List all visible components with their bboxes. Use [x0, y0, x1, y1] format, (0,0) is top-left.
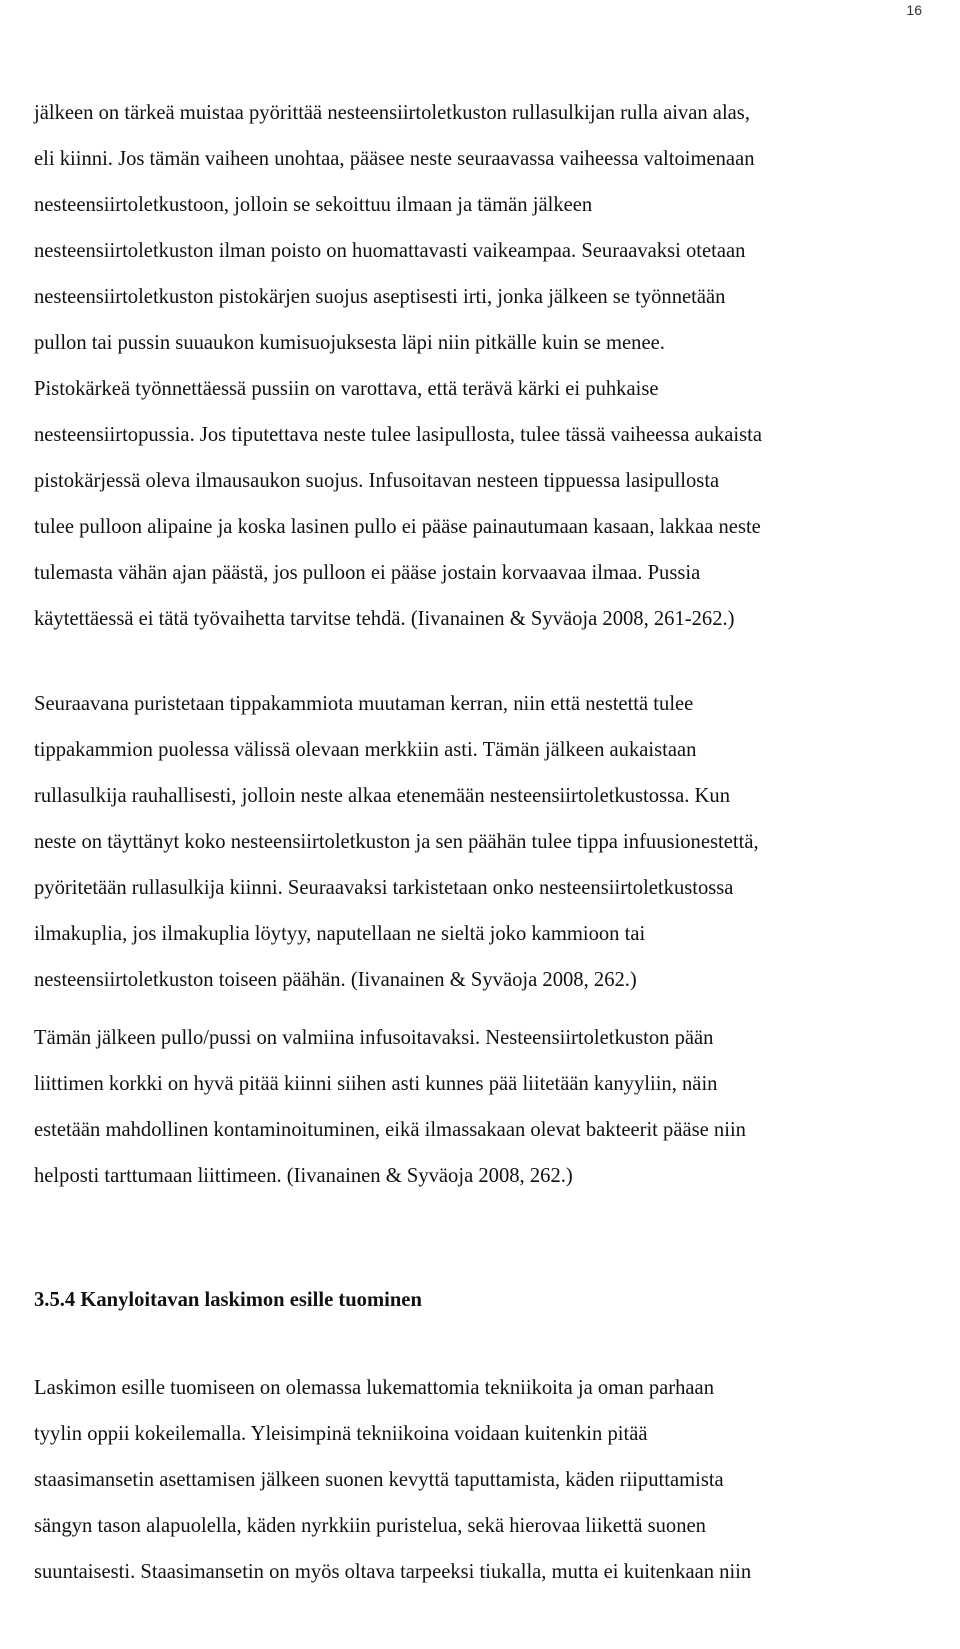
paragraph-2-line-2: tippakammion puolessa välissä olevaan merkkiin asti. Tämän jälkeen aukaistaan — [34, 739, 697, 761]
paragraph-4-line-4: sängyn tason alapuolella, käden nyrkkiin puristelua, sekä hierovaa liikettä suonen — [34, 1515, 706, 1537]
paragraph-2-line-4: neste on täyttänyt koko nesteensiirtoletkuston ja sen päähän tulee tippa infuusionestettä, — [34, 831, 759, 853]
paragraph-1-line-3: nesteensiirtoletkustoon, jolloin se sekoittuu ilmaan ja tämän jälkeen — [34, 194, 593, 216]
paragraph-2-line-6: ilmakuplia, jos ilmakuplia löytyy, naputellaan ne sieltä joko kammioon tai — [34, 923, 646, 945]
paragraph-1-line-2: eli kiinni. Jos tämän vaiheen unohtaa, pääsee neste seuraavassa vaiheessa valtoimenaan — [34, 148, 755, 170]
paragraph-2-line-3: rullasulkija rauhallisesti, jolloin neste alkaa etenemään nesteensiirtoletkustossa. Kun — [34, 785, 730, 807]
paragraph-1-line-9: pistokärjessä oleva ilmausaukon suojus. Infusoitavan nesteen tippuessa lasipullosta — [34, 470, 720, 492]
paragraph-3-line-2: liittimen korkki on hyvä pitää kiinni siihen asti kunnes pää liitetään kanyyliin, näin — [34, 1073, 718, 1095]
paragraph-1-line-10: tulee pulloon alipaine ja koska lasinen pullo ei pääse painautumaan kasaan, lakkaa neste — [34, 516, 761, 538]
paragraph-2-line-5: pyöritetään rullasulkija kiinni. Seuraavaksi tarkistetaan onko nesteensiirtoletkustossa — [34, 877, 734, 899]
section-heading: 3.5.4 Kanyloitavan laskimon esille tuominen — [34, 1289, 422, 1311]
paragraph-2-line-1: Seuraavana puristetaan tippakammiota muutaman kerran, niin että nestettä tulee — [34, 693, 694, 715]
paragraph-4-line-5: suuntaisesti. Staasimansetin on myös oltava tarpeeksi tiukalla, mutta ei kuitenkaan niin — [34, 1561, 752, 1583]
paragraph-4-line-1: Laskimon esille tuomiseen on olemassa lukemattomia tekniikoita ja oman parhaan — [34, 1377, 714, 1399]
paragraph-1-line-6: pullon tai pussin suuaukon kumisuojuksesta läpi niin pitkälle kuin se menee. — [34, 332, 665, 354]
paragraph-3-line-1: Tämän jälkeen pullo/pussi on valmiina infusoitavaksi. Nesteensiirtoletkuston pään — [34, 1027, 714, 1049]
paragraph-3-line-3: estetään mahdollinen kontaminoituminen, eikä ilmassakaan olevat bakteerit pääse niin — [34, 1119, 746, 1141]
paragraph-1-line-8: nesteensiirtopussia. Jos tiputettava neste tulee lasipullosta, tulee tässä vaiheessa aukaista — [34, 424, 763, 446]
paragraph-3-line-4: helposti tarttumaan liittimeen. (Iivanainen & Syväoja 2008, 262.) — [34, 1165, 573, 1187]
paragraph-1-line-7: Pistokärkeä työnnettäessä pussiin on varottava, että terävä kärki ei puhkaise — [34, 378, 659, 400]
paragraph-2-line-7: nesteensiirtoletkuston toiseen päähän. (Iivanainen & Syväoja 2008, 262.) — [34, 969, 637, 991]
page-number: 16 — [906, 2, 922, 18]
paragraph-1-line-4: nesteensiirtoletkuston ilman poisto on huomattavasti vaikeampaa. Seuraavaksi otetaan — [34, 240, 746, 262]
paragraph-4-line-2: tyylin oppii kokeilemalla. Yleisimpinä tekniikoina voidaan kuitenkin pitää — [34, 1423, 648, 1445]
paragraph-1-line-11: tulemasta vähän ajan päästä, jos pulloon ei pääse jostain korvaavaa ilmaa. Pussia — [34, 562, 701, 584]
paragraph-4-line-3: staasimansetin asettamisen jälkeen suonen kevyttä taputtamista, käden riiputtamista — [34, 1469, 724, 1491]
paragraph-1-line-5: nesteensiirtoletkuston pistokärjen suojus aseptisesti irti, jonka jälkeen se työnnetään — [34, 286, 726, 308]
paragraph-1-line-1: jälkeen on tärkeä muistaa pyörittää nesteensiirtoletkuston rullasulkijan rulla aivan alas, — [34, 102, 750, 124]
paragraph-1-line-12: käytettäessä ei tätä työvaihetta tarvitse tehdä. (Iivanainen & Syväoja 2008, 261-262.) — [34, 608, 735, 630]
